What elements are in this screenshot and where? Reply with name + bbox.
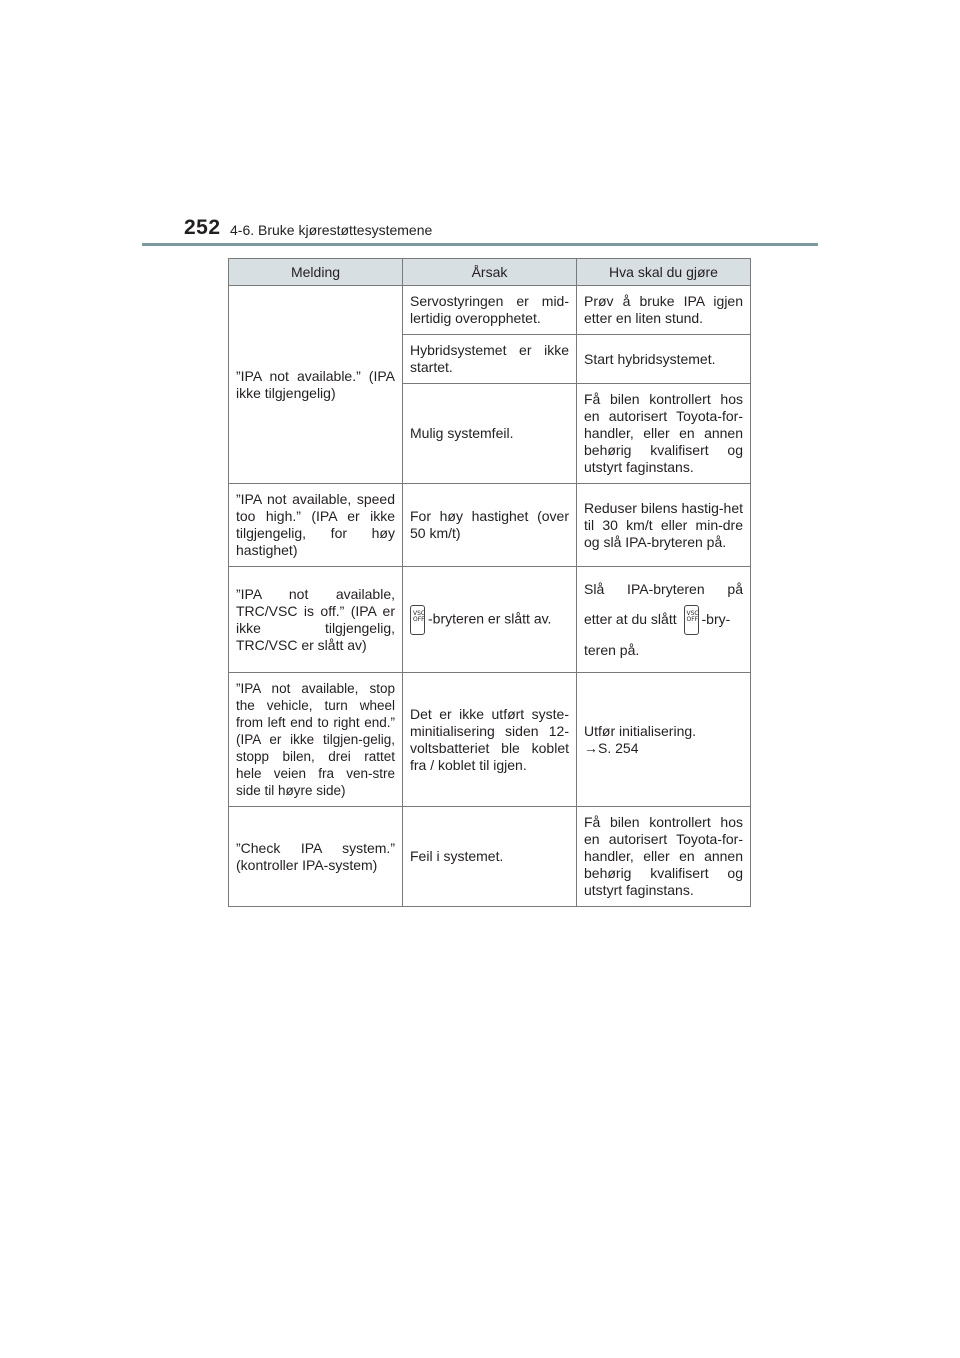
column-header-cause: Årsak [403, 259, 577, 286]
vsc-off-switch-icon: VSC OFF [684, 605, 699, 635]
cause-cell: Hybridsystemet er ikke startet. [403, 335, 577, 384]
action-cell: Få bilen kontrollert hos en autorisert Toyota-for-handler, eller en annen behørig kvalifisert og utstyrt faginstans. [577, 807, 751, 907]
message-cell: ”Check IPA system.” (kontroller IPA-system) [229, 807, 403, 907]
cause-text: -bryteren er slått av. [428, 610, 552, 627]
page-number: 252 [184, 216, 221, 239]
message-cell: ”IPA not available.” (IPA ikke tilgjengelig) [229, 286, 403, 484]
table-row [229, 567, 751, 673]
column-header-message: Melding [229, 259, 403, 286]
action-line: Utfør initialisering. [584, 722, 697, 739]
cause-cell [403, 567, 577, 673]
action-cell: Få bilen kontrollert hos en autorisert Toyota-for-handler, eller en annen behørig kvalifisert og utstyrt faginstans. [577, 384, 751, 484]
message-cell: ”IPA not available, stop the vehicle, turn wheel from left end to right end.” (IPA er ikke tilgjen-gelig, stopp bilen, drei rattet hele veien fra ven-stre side til høyre side) [229, 673, 403, 807]
action-line: teren på. [584, 642, 640, 659]
message-table [228, 258, 751, 907]
action-cell: Reduser bilens hastig-het til 30 km/t eller min-dre og slå IPA-bryteren på. [577, 484, 751, 567]
table-row [229, 807, 751, 907]
cause-cell: Det er ikke utført syste-minitialisering siden 12-voltsbatteriet ble koblet fra / koblet til igjen. [403, 673, 577, 807]
action-cell [577, 567, 751, 673]
action-line: etter at du slått VSC OFF -bry- [584, 604, 743, 635]
header-rule [142, 243, 818, 246]
cause-cell: Feil i systemet. [403, 807, 577, 907]
page-reference-link[interactable]: →S. 254 [584, 739, 639, 756]
action-line: Slå IPA-bryteren på [584, 581, 743, 597]
message-cell: ”IPA not available, speed too high.” (IPA er ikke tilgjengelig, for høy hastighet) [229, 484, 403, 567]
cause-cell: For høy hastighet (over 50 km/t) [403, 484, 577, 567]
vsc-off-switch-icon: VSC OFF [410, 605, 425, 635]
table-header-row [229, 259, 751, 286]
action-cell: Start hybridsystemet. [577, 335, 751, 384]
action-cell [577, 673, 751, 807]
action-cell: Prøv å bruke IPA igjen etter en liten stund. [577, 286, 751, 335]
table-row [229, 673, 751, 807]
column-header-action: Hva skal du gjøre [577, 259, 751, 286]
cause-cell: Servostyringen er mid-lertidig overopphetet. [403, 286, 577, 335]
table-row [229, 286, 751, 335]
section-title: 4-6. Bruke kjørestøttesystemene [230, 222, 433, 238]
table-row [229, 484, 751, 567]
cause-cell: Mulig systemfeil. [403, 384, 577, 484]
message-cell: ”IPA not available, TRC/VSC is off.” (IPA er ikke tilgjengelig, TRC/VSC er slått av) [229, 567, 403, 673]
